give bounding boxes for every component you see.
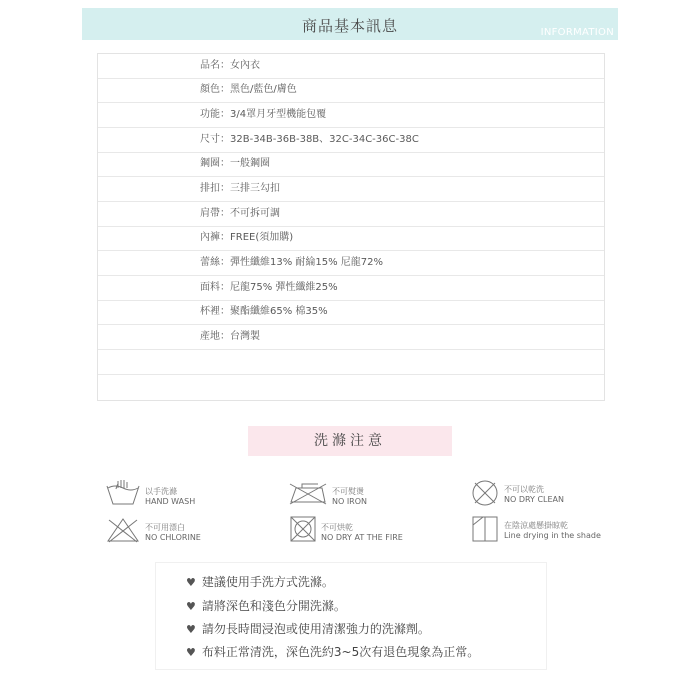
care-hand-wash: [105, 478, 235, 512]
info-row-text: 肩帶：不可拆可調: [200, 208, 280, 219]
heart-icon: ♥: [186, 600, 196, 613]
note-item: [186, 620, 430, 637]
note-text: 建議使用手洗方式洗滌。: [201, 575, 334, 589]
care-label-zh: 在陰涼處懸掛晾乾: [504, 521, 568, 530]
wash-title: 洗滌注意: [248, 426, 452, 456]
note-item: [186, 573, 334, 590]
note-item: [186, 597, 346, 614]
info-row-text: 顏色：黑色/藍色/膚色: [200, 84, 297, 95]
heart-icon: ♥: [186, 646, 196, 659]
no-chlorine-icon: [105, 516, 141, 544]
care-label-en: NO IRON: [332, 497, 368, 506]
info-row-text: 尺寸：32B-34B-36B-38B、32C-34C-36C-38C: [200, 134, 419, 145]
care-line-dry-shade: [470, 514, 610, 548]
care-no-dry-clean: [470, 478, 600, 512]
line-dry-shade-icon: [470, 514, 500, 544]
info-row-text: 鋼圈：一般鋼圈: [200, 158, 270, 169]
info-row: [98, 54, 604, 79]
info-row: [98, 103, 604, 128]
info-row: [98, 251, 604, 276]
info-row: [98, 177, 604, 202]
care-label-zh: 以手洗滌: [145, 487, 177, 496]
info-row: [98, 350, 604, 375]
info-row-text: 排扣：三排三勾扣: [200, 183, 280, 194]
heart-icon: ♥: [186, 623, 196, 636]
info-row: [98, 152, 604, 177]
info-row-text: 面料：尼龍75% 彈性纖維25%: [200, 282, 338, 293]
care-label-zh: 不可用漂白: [145, 523, 185, 532]
care-label-en: Line drying in the shade: [504, 531, 601, 540]
care-label-en: NO DRY AT THE FIRE: [321, 533, 403, 542]
info-row-text: 杯裡：聚酯纖維65% 棉35%: [200, 306, 328, 317]
info-row-text: 功能：3/4罩月牙型機能包覆: [200, 109, 327, 120]
care-label-en: HAND WASH: [145, 497, 196, 506]
care-no-iron: [288, 480, 418, 514]
care-label-zh: 不可烘乾: [321, 523, 353, 532]
no-tumble-dry-icon: [288, 514, 318, 544]
info-row: [98, 325, 604, 350]
care-label-en: NO CHLORINE: [145, 533, 201, 542]
care-notes: [155, 562, 547, 670]
care-label-zh: 不可以乾洗: [504, 485, 544, 494]
info-table: [97, 53, 605, 401]
care-label-en: NO DRY CLEAN: [504, 495, 565, 504]
care-label-zh: 不可熨燙: [332, 487, 364, 496]
info-row-text: 產地：台灣製: [200, 331, 260, 342]
info-subtitle: INFORMATION: [540, 27, 614, 38]
heart-icon: ♥: [186, 576, 196, 589]
info-row-text: 品名：女內衣: [200, 60, 260, 71]
info-row: [98, 128, 604, 153]
no-iron-icon: [288, 480, 328, 506]
note-item: [186, 643, 479, 660]
info-row: [98, 300, 604, 325]
note-text: 請將深色和淺色分開洗滌。: [201, 599, 346, 613]
note-text: 請勿長時間浸泡或使用清潔強力的洗滌劑。: [201, 622, 430, 636]
info-title: 商品基本訊息: [301, 17, 398, 35]
info-row-text: 內褲：FREE(須加購): [200, 232, 294, 243]
care-no-tumble-dry: [288, 514, 418, 548]
note-text: 布料正常清洗，深色洗約3~5次有退色現象為正常。: [201, 645, 480, 659]
hand-wash-icon: [105, 478, 141, 508]
info-row: [98, 78, 604, 103]
info-row: [98, 202, 604, 227]
info-header: [82, 8, 618, 40]
no-dry-clean-icon: [470, 478, 500, 508]
info-row: [98, 226, 604, 251]
care-no-chlorine: [105, 516, 235, 550]
info-row: [98, 374, 604, 398]
info-row-text: 蕾絲：彈性纖維13% 耐綸15% 尼龍72%: [200, 257, 384, 268]
info-row: [98, 276, 604, 301]
